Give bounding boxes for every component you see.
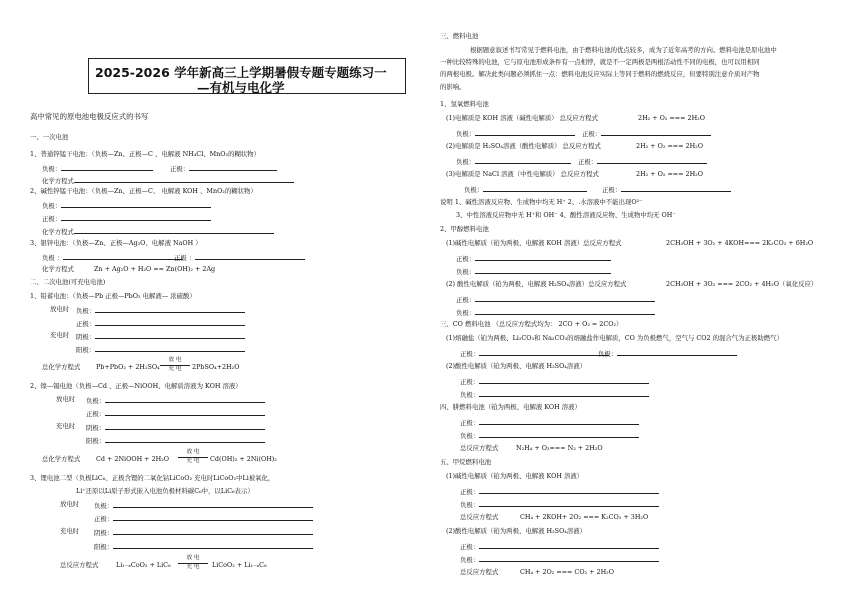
negative-label: 负极： [460, 390, 649, 398]
cathode-label: 阴极： [86, 423, 265, 431]
positive-label: 正极： [86, 409, 265, 417]
reversible-arrow: 放 电 充 电 [178, 556, 208, 570]
equation: CH₄ + 2KOH+ 2O₂ === K₂CO₃ + 3H₂O [520, 513, 649, 521]
equation: N₂H₄ + O₂=== N₂ + 2H₂O [516, 444, 603, 452]
cathode-label: 阴极： [94, 528, 313, 536]
sub-item: (1)熔融盐（铂为两极、Li₂CO₃和 Na₂CO₃的熔融盐作电解质，CO 为负极燃气，空气与 CO2 的混合气为正极助燃气） [446, 334, 783, 342]
negative-label: 负极： [456, 308, 655, 316]
positive-label: 正极 ： [174, 253, 305, 261]
positive-label: 正极： [76, 319, 245, 327]
page-title-line1: 2025-2026 学年新高三上学期暑假专题专题练习一 [95, 65, 387, 80]
sub-item: (2)电解质是 H₂SO₄溶液（酸性电解质） 总反应方程式 [446, 142, 601, 150]
negative-label: 负极： [456, 157, 571, 165]
positive-label: 正极： [460, 487, 659, 495]
negative-label: 负极： [42, 164, 153, 172]
heading-primary-battery: 一、一次电池 [30, 133, 69, 141]
equation-left: Cd + 2NiOOH + 2H₂O [96, 455, 170, 463]
charge-label: 充电时 [50, 331, 70, 339]
equation-right: Cd(OH)₂ + 2Ni(OH)₂ [210, 455, 277, 463]
equation-left: Pb+PbO₂ + 2H₂SO₄ [96, 363, 160, 371]
heading-secondary-battery: 二、二次电池(可充电电池) [30, 278, 106, 286]
equation: 2H₂ + O₂ === 2H₂O [638, 114, 705, 122]
negative-label: 负极： [42, 201, 211, 209]
right-column [430, 0, 860, 606]
equation-right: LiCoO₂ + Li₁₋ₓC₆ [212, 561, 267, 569]
equation-right: 2PbSO₄+2H₂O [192, 363, 240, 371]
positive-label: 正极： [170, 164, 277, 172]
item-zinc-manganese: 1、普通锌锰干电池：（负极—Zn、正极—C 、电解液 NH₄Cl、MnO₂的糊状物） [30, 150, 261, 158]
negative-label: 负极： [598, 349, 737, 357]
note-line: 3、中性溶液反应物中无 H⁺和 OH⁻ 4、酸性溶液反应物、生成物中均无 OH⁻ [456, 211, 676, 219]
discharge-label: 放电时 [50, 305, 70, 313]
discharge-label: 放电时 [60, 500, 80, 508]
discharge-label: 放电时 [56, 395, 76, 403]
item-lithium: 3、锂电池二型（负极LiC₆、正极含锂的二氧化钴LiCoO₂ 充电时LiCoO₂中Li被氧化， [30, 474, 275, 482]
anode-label: 阳极： [86, 436, 265, 444]
cathode-label: 阴极： [76, 332, 245, 340]
item-co-fuel: 三、CO 燃料电池 （总反应方程式均为： 2CO + O₂ = 2CO₂） [440, 320, 623, 328]
equation-label: 总化学方程式 [42, 455, 81, 463]
negative-label: 负极 ： [42, 253, 183, 261]
equation: 2CH₃OH + 3O₂ + 4KOH=== 2K₂CO₃ + 6H₂O [666, 239, 814, 247]
negative-label: 负极： [464, 185, 587, 193]
item-hydrazine: 四、肼燃料电池（铂为两极、电解液 KOH 溶液） [440, 403, 581, 411]
note-line: 说明 1、碱性溶液反应物、生成物中均无 H⁺ 2、.水溶液中不能出现O²⁻ [440, 198, 643, 206]
equation-label: 总反应方程式 [460, 568, 499, 576]
title-box [88, 58, 406, 94]
sub-item: (1)碱性电解质（铂为两极、电解液 KOH 溶液）总反应方程式 [446, 239, 622, 247]
equation: Zn + Ag₂O + H₂O == Zn(OH)₂ + 2Ag [94, 265, 216, 273]
negative-label: 负极： [456, 129, 575, 137]
item-lead-acid: 1、铅蓄电池：（负极—Pb 正极—PbO₂ 电解液— 浓硫酸） [30, 292, 196, 300]
equation-left: Li₁₋ₓCoO₂ + LiC₆ [116, 561, 171, 569]
equation-label: 化学方程式 [42, 227, 274, 235]
negative-label: 负极： [94, 501, 313, 509]
positive-label: 正极： [582, 129, 711, 137]
reversible-arrow: 放 电 充 电 [160, 358, 190, 372]
positive-label: 正极： [42, 214, 211, 222]
item-alkaline-zinc: 2、碱性锌锰干电池：（负极—Zn、正极—C、 电解液 KOH 、MnO₂的糊状物） [30, 187, 257, 195]
sub-item: (1)碱性电解质（铂为两极、电解液 KOH 溶液） [446, 472, 584, 480]
item-nickel-cadmium: 2、镍—镉电池（负极—Cd 、正极—NiOOH、电解质溶液为 KOH 溶液） [30, 382, 242, 390]
equation-label: 总化学方程式 [42, 363, 81, 371]
heading-fuel-cell: 三、燃料电池 [440, 32, 479, 40]
positive-label: 正极： [94, 514, 313, 522]
intro-line: 的两根电极。解决此类问题必须抓住一点：燃料电池反应实际上等同于燃料的燃烧反应，但要特别注意介质对产物 [440, 70, 760, 78]
equation-label: 总反应方程式 [60, 561, 99, 569]
equation-label: 化学方程式 [42, 265, 74, 273]
positive-label: 正极： [578, 157, 707, 165]
anode-label: 阳极： [76, 345, 245, 353]
equation: 2H₂ + O₂ === 2H₂O [636, 142, 703, 150]
charge-label: 充电时 [56, 422, 76, 430]
item-hydrogen-oxygen: 1、氢氧燃料电池 [440, 100, 489, 108]
page-title-line2: —有机与电化学 [197, 80, 285, 95]
positive-label: 正极： [460, 377, 649, 385]
sub-item: (2) 酸性电解质（铂为两极、电解液 H₂SO₄溶液）总反应方程式 [446, 280, 627, 288]
equation: CH₄ + 2O₂ === CO₂ + 2H₂O [520, 568, 614, 576]
reversible-arrow: 放 电 充 电 [178, 450, 208, 464]
negative-label: 负极： [86, 396, 265, 404]
intro-line: 一种比较特殊的电池，它与原电池形成条件有一点相悖，就是不一定两极是两根活动性不同的电极，也可以用相同 [440, 58, 760, 66]
positive-label: 正极： [460, 349, 609, 357]
charge-label: 充电时 [60, 527, 80, 535]
sub-item: (1)电解质是 KOH 溶液（碱性电解质） 总反应方程式 [446, 114, 598, 122]
anode-label: 阳极： [94, 542, 313, 550]
sub-item: (3)电解质是 NaCl 溶液（中性电解质） 总反应方程式 [446, 170, 599, 178]
equation-label: 总反应方程式 [460, 444, 499, 452]
item-silver-zinc: 3、银锌电池：（负极—Zn、正极—Ag₂O、电解液 NaOH ） [30, 239, 202, 247]
sub-item: (2)酸性电解质（铂为两极、电解液 H₂SO₄溶液） [446, 527, 587, 535]
positive-label: 正极： [460, 418, 639, 426]
equation-label: 化学方程式 [42, 176, 294, 184]
item-methane: 五、甲烷燃料电池 [440, 458, 492, 466]
intro-line: 的影响。 [440, 83, 466, 91]
sub-item: (2)酸性电解质（铂为两极、电解液 H₂SO₄溶液） [446, 362, 587, 370]
section-heading: 高中常见的原电池电极反应式的书写 [30, 112, 149, 121]
positive-label: 正极： [460, 542, 659, 550]
positive-label: 正极： [456, 295, 655, 303]
item-lithium-cont: Li⁺还原以Li原子形式嵌入电池负极材料碳C₆中，以LiC₆表示） [76, 487, 254, 495]
negative-label: 负极： [456, 267, 611, 275]
equation: 2H₂ + O₂ === 2H₂O [636, 170, 703, 178]
positive-label: 正极： [456, 254, 611, 262]
negative-label: 负极： [76, 306, 245, 314]
equation: 2CH₃OH + 3O₂ === 2CO₂ + 4H₂O（氧化反应） [666, 280, 818, 288]
negative-label: 负极： [460, 555, 659, 563]
intro-line: 根据题意叙述书写常见于燃料电池，由于燃料电池的优点较多，成为了近年高考的方向。燃料电池是原电池中 [470, 46, 777, 54]
positive-label: 正极： [602, 185, 731, 193]
item-methanol: 2、甲醇燃料电池 [440, 225, 489, 233]
equation-label: 总反应方程式 [460, 513, 499, 521]
negative-label: 负极： [460, 431, 639, 439]
negative-label: 负极： [460, 500, 659, 508]
